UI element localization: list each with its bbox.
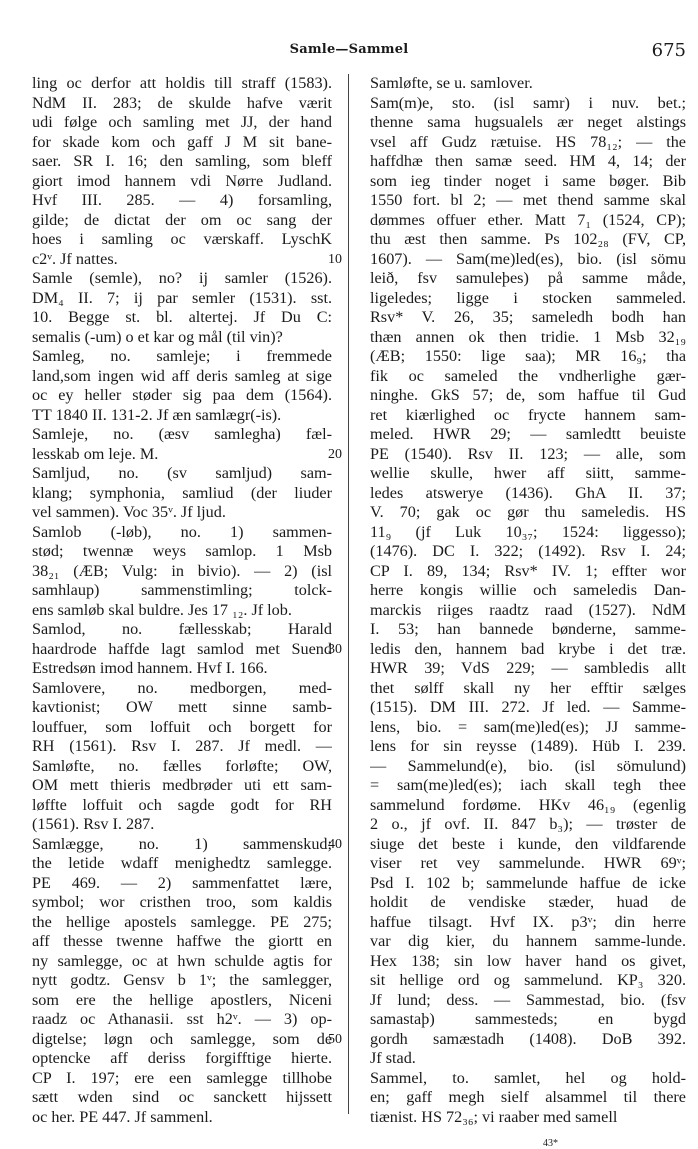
text-line: vsel aff Gudz rætuise. HS 78₁₂; — the xyxy=(370,132,686,151)
text-line: udi følge och samling met JJ, der hand xyxy=(32,113,332,131)
text-line: PE (1540). Rsv II. 123; — alle, som xyxy=(370,444,686,463)
text-line: tiænist. HS 72₃₆; vi raaber med samell xyxy=(370,1107,618,1126)
text-line: løffte loffuit och sagde godt for RH xyxy=(32,795,332,814)
text-line: som ere the hellige apostlers, Niceni xyxy=(32,990,332,1009)
text-line: Samle (semle), no? ij samler (1526). xyxy=(32,269,332,287)
text-line: viser ret vey sammelunde. HWR 69ᵛ; xyxy=(370,854,686,872)
text-line: thenne sama hugsualels ær neget alstings xyxy=(370,113,686,131)
line-marker: 50 xyxy=(328,1031,342,1047)
text-line: Samlob (-løb), no. 1) sammen- xyxy=(32,522,332,541)
text-line: V. 70; gak oc gør thu sameledis. HS xyxy=(370,503,686,521)
text-line: ny samlegge, oc at hwn schulde agtis for xyxy=(32,951,332,970)
text-line: ledis den, hannem bad krybe i det træ. xyxy=(370,639,686,658)
text-line: optencke aff deriss forgifftige hierte. xyxy=(32,1049,332,1067)
text-line: Rsv* V. 26, 35; sameledh bodh han xyxy=(370,308,686,326)
text-line: 1550 fort. bl 2; — met thend samme skal xyxy=(370,191,686,209)
text-line: 2 o., jf ovf. II. 847 b₃); — trøster de xyxy=(370,815,686,833)
page-number: 675 xyxy=(651,40,686,61)
text-line: (ÆB; 1550: lige saa); MR 16₉; tha xyxy=(370,347,686,365)
text-line: (1515). DM III. 272. Jf led. — Samme- xyxy=(370,698,686,716)
text-line: haardrode haffde lagt samlod met Suend xyxy=(32,639,332,658)
text-line: Hvf III. 285. — 4) forsamling, xyxy=(32,191,332,209)
column-divider xyxy=(348,74,349,1114)
text-line: digtelse; løgn och samlegge, som de xyxy=(32,1029,332,1048)
text-line: Jf lund; dess. — Sammestad, bio. (fsv xyxy=(370,990,686,1009)
text-line: raadz oc Athanasii. sst h2ᵛ. — 3) op- xyxy=(32,1010,332,1028)
text-line: herre kongis willie och sameledis Dan- xyxy=(370,581,686,599)
text-line: siuge det beste i kunde, den vildfarende xyxy=(370,834,686,853)
text-line: stød; twennæ weys samlop. 1 Msb xyxy=(32,542,332,560)
text-line: haffue tilsagt. Hvf IX. p3ᵛ; din herre xyxy=(370,912,686,931)
line-marker: 40 xyxy=(328,836,342,852)
text-line: thu æst then samme. Ps 102₂₈ (FV, CP, xyxy=(370,230,686,248)
text-line: HWR 39; VdS 229; — sambledis allt xyxy=(370,659,686,677)
text-line: lesskab om leje. M. xyxy=(32,444,159,463)
running-head: Samle—Sammel xyxy=(289,42,409,57)
text-line: gilde; de dictat der om oc sang der xyxy=(32,210,332,229)
text-line: TT 1840 II. 131-2. Jf æn samlægr(-is). xyxy=(32,405,282,424)
text-line: lens, bio. = sam(me)led(es); JJ samme- xyxy=(370,717,686,736)
text-line: PE 469. — 2) sammenfattet lære, xyxy=(32,873,332,892)
text-line: wellie skulle, hwer aff siitt, samme- xyxy=(370,464,686,482)
text-line: som ieg tinder noget i same bøger. Bib xyxy=(370,171,686,190)
text-line: dømmes offuer ether. Matt 7₁ (1524, CP); xyxy=(370,210,686,229)
text-line: thet sølff skall ny her efftir sælges xyxy=(370,678,686,697)
text-line: sit hellige ord og sammelund. KP₃ 320. xyxy=(370,971,686,989)
right-column xyxy=(370,74,686,1127)
text-line: symbol; wor cristhen troo, som kaldis xyxy=(32,893,332,911)
text-line: (1561). Rsv I. 287. xyxy=(32,815,155,833)
text-line: marckis riiges raadtz raad (1527). NdM xyxy=(370,600,686,619)
text-line: vel sammen). Voc 35ᵛ. Jf ljud. xyxy=(32,503,226,521)
text-line: louffuer, som loffuit och borgett for xyxy=(32,717,332,736)
text-line: Psd I. 102 b; sammelunde haffue de icke xyxy=(370,873,686,892)
signature-mark: 43* xyxy=(543,1138,558,1149)
text-line: Samljud, no. (sv samljud) sam- xyxy=(32,464,332,482)
text-line: 38₂₁ (ÆB; Vulg: in bivio). — 2) (isl xyxy=(32,561,332,580)
text-line: RH (1561). Rsv I. 287. Jf medl. — xyxy=(32,737,332,755)
text-line: aff thesse twenne haffwe the giortt en xyxy=(32,932,332,950)
text-line: thæn annen ok then tridie. 1 Msb 32₁₉ xyxy=(370,327,686,346)
text-line: Hex 138; sin low haver hand os givet, xyxy=(370,951,686,970)
text-line: Sammel, to. samlet, hel og hold- xyxy=(370,1068,686,1087)
text-line: fik oc sameled the vndherlighe gær- xyxy=(370,366,686,385)
text-line: 10. Begge st. bl. altertej. Jf Du C: xyxy=(32,308,332,326)
text-line: ledes atswerye (1436). GhA II. 37; xyxy=(370,483,686,502)
text-line: haffdhæ then samæ seed. HM 4, 14; der xyxy=(370,152,686,170)
text-line: — Sammelund(e), bio. (isl sömulund) xyxy=(370,756,686,775)
text-line: hoes i samling oc værskaff. LyschK xyxy=(32,230,332,248)
text-line: sammelund fordøme. HKv 46₁₉ (egenlig xyxy=(370,795,686,814)
text-line: giort imod hannem vdi Nørre Judland. xyxy=(32,171,332,190)
text-line: ling oc derfor att holdis till straff (1583). xyxy=(32,74,332,92)
text-line: c2ᵛ. Jf nattes. xyxy=(32,249,118,268)
text-line: Samlod, no. fællesskab; Harald xyxy=(32,620,332,638)
text-line: oc ey heller støder sig paa dem (1564). xyxy=(32,386,332,404)
text-line: Samlovere, no. medborgen, med- xyxy=(32,678,332,697)
text-line: OM mett thieris medbrøder uti ett sam- xyxy=(32,776,332,794)
text-line: kavtionist; OW mett sinne samb- xyxy=(32,698,332,716)
text-line: for skade kom och gaff J M sit bane- xyxy=(32,132,332,151)
text-line: CP I. 197; ere een samlegge tillhobe xyxy=(32,1068,332,1087)
text-line: semalis (-um) o et kar og mål (til vin)? xyxy=(32,327,283,346)
text-line: = sam(me)led(es); iach skall tegh thee xyxy=(370,776,686,794)
text-line: var dig kier, du hannem samme-lunde. xyxy=(370,932,686,950)
text-line: leið, fsv samuleþes) på samme måde, xyxy=(370,269,686,287)
text-line: lens for sin reysse (1489). Hüb I. 239. xyxy=(370,737,686,755)
text-line: Sam(m)e, sto. (isl samr) i nuv. bet.; xyxy=(370,93,686,112)
text-line: samastaþ) sammesteds; en bygd xyxy=(370,1010,686,1028)
text-line: DM₄ II. 7; ij par semler (1531). sst. xyxy=(32,288,332,307)
text-line: Samleje, no. (æsv samlegha) fæl- xyxy=(32,425,332,443)
line-marker: 30 xyxy=(328,641,342,657)
text-line: gordh samæstadh (1408). DoB 392. xyxy=(370,1029,686,1048)
text-line: NdM II. 283; de skulde hafve værit xyxy=(32,93,332,112)
text-line: samhlaup) sammenstimling; tolck- xyxy=(32,581,332,599)
text-line: klang; symphonia, samliud (der liuder xyxy=(32,483,332,502)
text-line: ligeledes; ligge i stocken sammeled. xyxy=(370,288,686,307)
text-line: meled. HWR 29; — samledtt beuiste xyxy=(370,425,686,443)
line-marker: 10 xyxy=(328,251,342,267)
text-line: sætt wden sind oc sanckett hijssett xyxy=(32,1088,332,1106)
text-line: land,som ingen wid aff deris samleg at sige xyxy=(32,366,332,385)
text-line: Samleg, no. samleje; i fremmede xyxy=(32,347,332,365)
text-line: Samlægge, no. 1) sammenskud; xyxy=(32,834,332,853)
text-line: saer. SR I. 16; den samling, som bleff xyxy=(32,152,332,170)
text-line: Samløfte, no. fælles forløfte; OW, xyxy=(32,756,332,775)
text-line: (1476). DC I. 322; (1492). Rsv I. 24; xyxy=(370,542,686,560)
text-line: ret kiærlighed oc frycte hannem sam- xyxy=(370,405,686,424)
text-line: ninghe. GkS 57; de, som haffue til Gud xyxy=(370,386,686,404)
text-line: nytt godtz. Gensv b 1ᵛ; the samlegger, xyxy=(32,971,332,989)
text-line: the hellige apostels samlegge. PE 275; xyxy=(32,912,332,931)
text-line: holdit de vendiske stæder, huad de xyxy=(370,893,686,911)
text-line: 1607). — Sam(me)led(es), bio. (isl sömu xyxy=(370,249,686,268)
text-line: Estredsøn imod hannem. Hvf I. 166. xyxy=(32,659,268,677)
text-line: Jf stad. xyxy=(370,1049,416,1067)
text-line: Samløfte, se u. samlover. xyxy=(370,74,533,92)
text-line: en; gaff megh sielf alsammel til there xyxy=(370,1088,686,1106)
text-line: ens samløb skal buldre. Jes 17 ₁₂. Jf lob. xyxy=(32,600,292,619)
text-line: the letide wdaff menighedtz samlegge. xyxy=(32,854,332,872)
text-line: CP I. 89, 134; Rsv* IV. 1; effter wor xyxy=(370,561,686,580)
text-line: I. 53; han bannede bønderne, samme- xyxy=(370,620,686,638)
text-line: oc her. PE 447. Jf sammenl. xyxy=(32,1107,213,1126)
text-line: 11₉ (jf Luk 10₃₇; 1524: liggesso); xyxy=(370,522,686,541)
line-marker: 20 xyxy=(328,446,342,462)
left-column xyxy=(32,74,332,1127)
